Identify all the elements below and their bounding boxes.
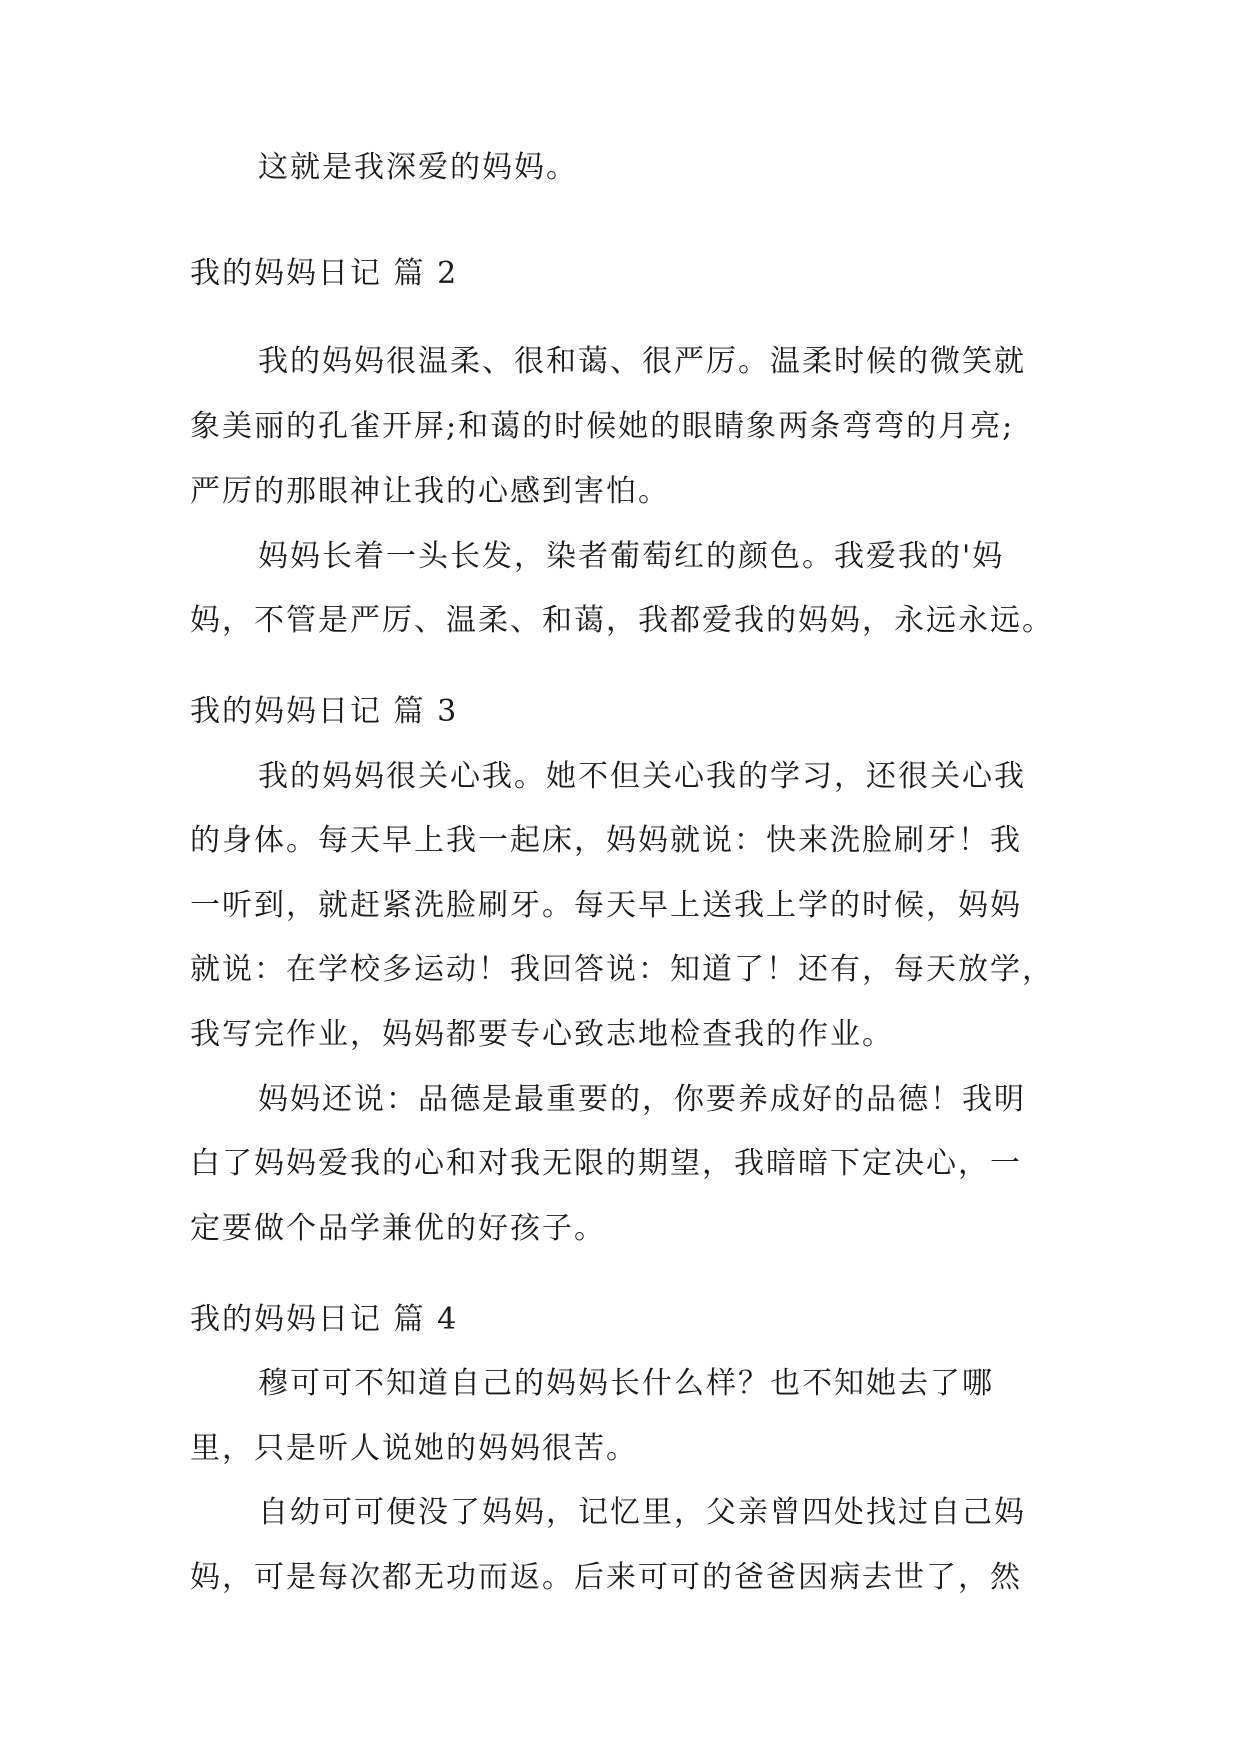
- paragraph-line: 定要做个品学兼优的好孩子。: [190, 1211, 606, 1246]
- section-heading-3: 我的妈妈日记 篇 3: [190, 694, 459, 729]
- paragraph-line: 我写完作业，妈妈都要专心致志地检查我的作业。: [190, 1017, 894, 1052]
- paragraph-line: 一听到，就赶紧洗脸刷牙。每天早上送我上学的时候，妈妈: [190, 888, 1022, 923]
- paragraph-line: 就说：在学校多运动！我回答说：知道了！还有，每天放学，: [190, 952, 1054, 987]
- paragraph-line: 象美丽的孔雀开屏;和蔼的时候她的眼睛象两条弯弯的月亮;: [190, 409, 1015, 444]
- paragraph-line: 白了妈妈爱我的心和对我无限的期望，我暗暗下定决心，一: [190, 1146, 1022, 1181]
- section-heading-4: 我的妈妈日记 篇 4: [190, 1302, 459, 1337]
- paragraph-line: 我的妈妈很温柔、很和蔼、很严厉。温柔时候的微笑就: [258, 344, 1026, 379]
- paragraph-line: 的身体。每天早上我一起床，妈妈就说：快来洗脸刷牙！我: [190, 823, 1022, 858]
- paragraph-line: 里，只是听人说她的妈妈很苦。: [190, 1431, 638, 1466]
- paragraph-line: 妈，不管是严厉、温柔、和蔼，我都爱我的妈妈，永远永远。: [190, 603, 1054, 638]
- paragraph-line: 妈妈长着一头长发，染者葡萄红的颜色。我爱我的'妈: [258, 539, 1005, 574]
- paragraph-line: 我的妈妈很关心我。她不但关心我的学习，还很关心我: [258, 759, 1026, 794]
- paragraph-line: 严厉的那眼神让我的心感到害怕。: [190, 474, 670, 509]
- paragraph-line: 妈，可是每次都无功而返。后来可可的爸爸因病去世了，然: [190, 1560, 1022, 1595]
- section-heading-2: 我的妈妈日记 篇 2: [190, 256, 459, 291]
- paragraph-line: 自幼可可便没了妈妈，记忆里，父亲曾四处找过自己妈: [258, 1495, 1026, 1530]
- paragraph-line: 穆可可不知道自己的妈妈长什么样？也不知她去了哪: [258, 1366, 994, 1401]
- paragraph-line: 妈妈还说：品德是最重要的，你要养成好的品德！我明: [258, 1082, 1026, 1117]
- paragraph-line: 这就是我深爱的妈妈。: [258, 150, 578, 185]
